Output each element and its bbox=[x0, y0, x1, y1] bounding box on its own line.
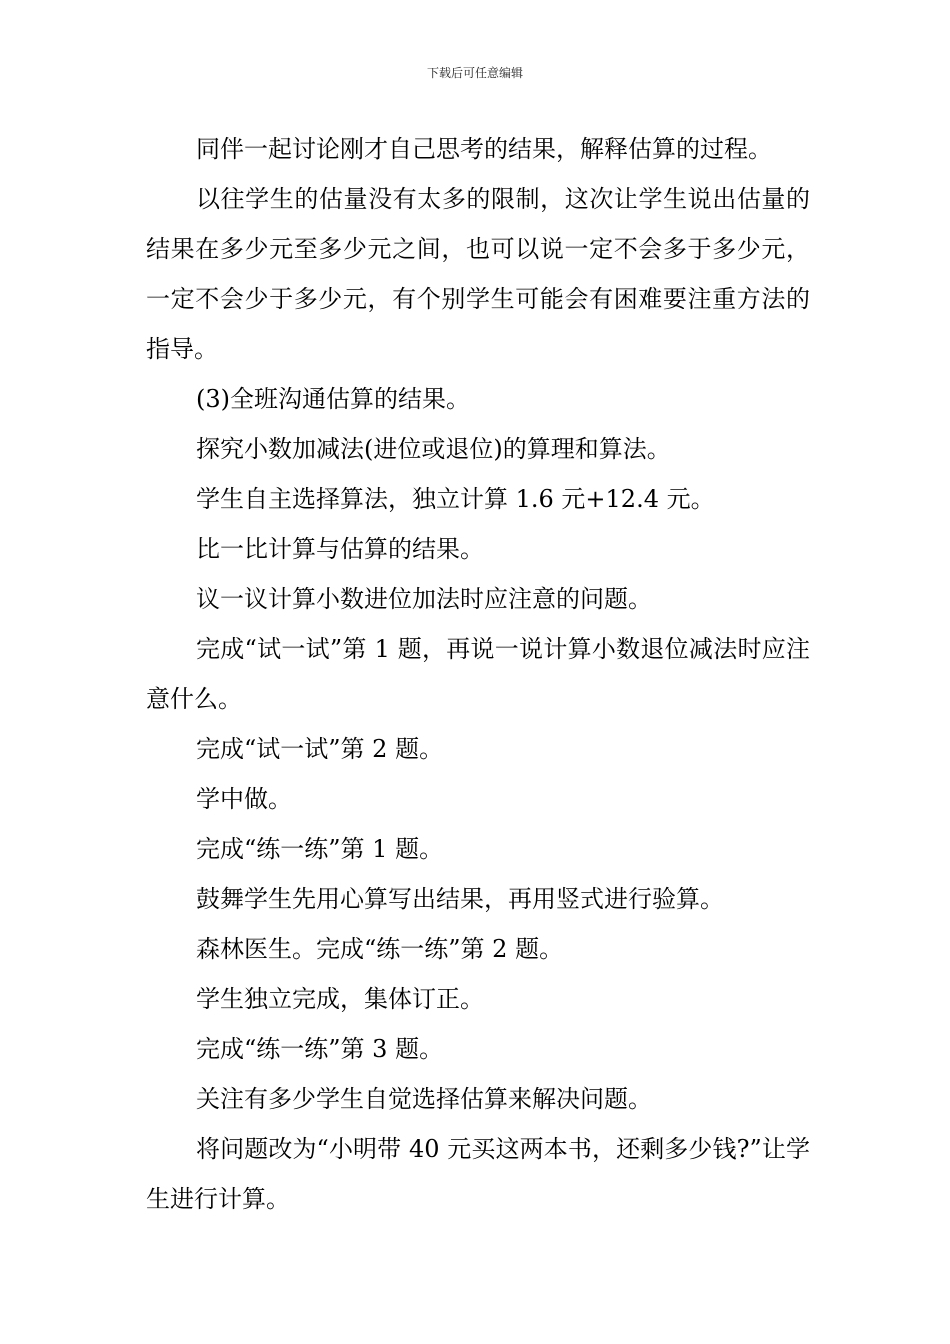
paragraph: 以往学生的估量没有太多的限制，这次让学生说出估量的结果在多少元至多少元之间，也可以说一定不会多于多少元，一定不会少于多少元，有个别学生可能会有困难要注重方法的指导。 bbox=[146, 185, 810, 363]
paragraph: 学生自主选择算法，独立计算 1.6 元+12.4 元。 bbox=[196, 485, 715, 513]
paragraph: (3)全班沟通估算的结果。 bbox=[196, 385, 470, 413]
page-header-note: 下载后可任意编辑 bbox=[426, 66, 523, 80]
paragraph: 完成“练一练”第 3 题。 bbox=[196, 1035, 444, 1063]
paragraph: 议一议计算小数进位加法时应注意的问题。 bbox=[196, 585, 652, 613]
paragraph: 关注有多少学生自觉选择估算来解决问题。 bbox=[196, 1085, 652, 1113]
paragraph: 完成“试一试”第 2 题。 bbox=[196, 735, 444, 763]
paragraph: 比一比计算与估算的结果。 bbox=[196, 535, 484, 563]
paragraph: 完成“练一练”第 1 题。 bbox=[196, 835, 444, 863]
paragraph: 学中做。 bbox=[196, 785, 292, 813]
paragraph: 同伴一起讨论刚才自己思考的结果，解释估算的过程。 bbox=[196, 135, 772, 163]
paragraph: 将问题改为“小明带 40 元买这两本书，还剩多少钱?”让学生进行计算。 bbox=[146, 1135, 810, 1213]
paragraph: 鼓舞学生先用心算写出结果，再用竖式进行验算。 bbox=[196, 885, 724, 913]
document-body bbox=[146, 124, 810, 1224]
paragraph: 完成“试一试”第 1 题，再说一说计算小数退位减法时应注意什么。 bbox=[146, 635, 810, 713]
paragraph: 学生独立完成，集体订正。 bbox=[196, 985, 484, 1013]
paragraph: 森林医生。完成“练一练”第 2 题。 bbox=[196, 935, 564, 963]
paragraph: 探究小数加减法(进位或退位)的算理和算法。 bbox=[196, 435, 671, 463]
